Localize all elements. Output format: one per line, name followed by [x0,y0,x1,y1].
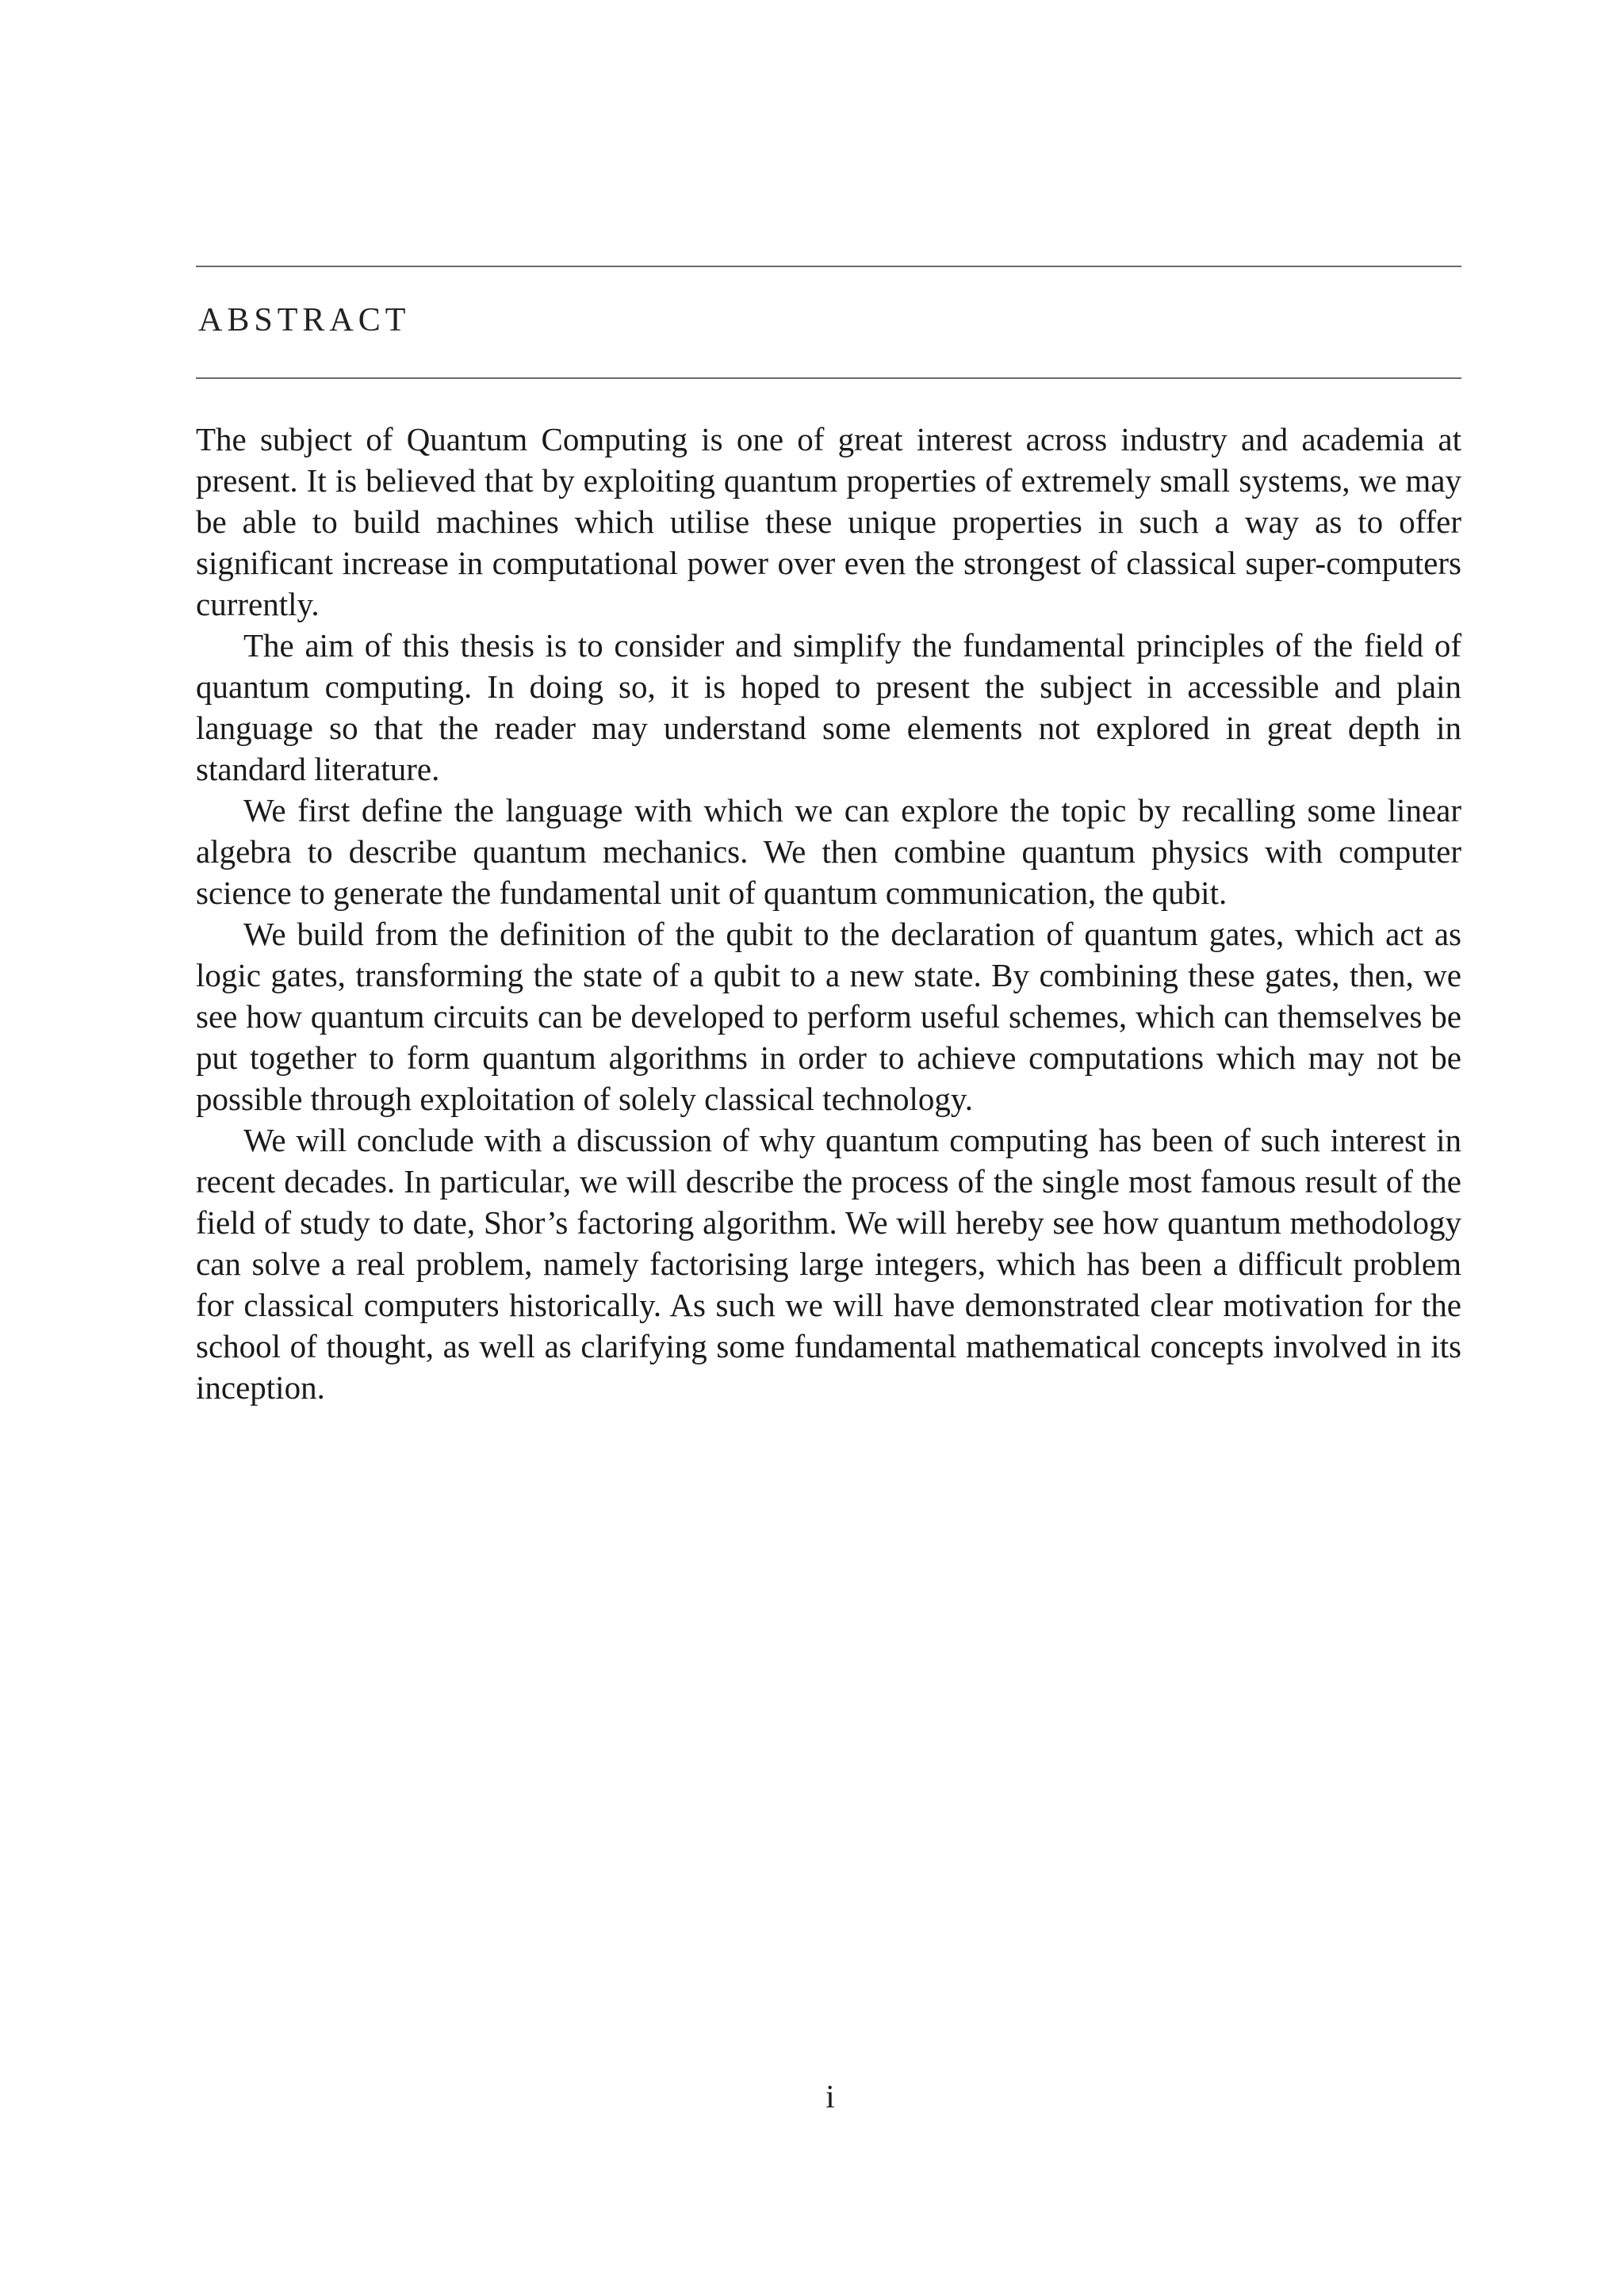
abstract-paragraph: We will conclude with a discussion of why quantum computing has been of such interest in recent decades. In particular, we will describe the process of the single most famous result of the field of study to date, Shor’s factoring algorithm. We will hereby see how quantum methodology can solve a real problem, namely factorising large integers, which has been a difficult problem for classical computers historically. As such we will have demonstrated clear motivation for the school of thought, as well as clarifying some fundamental mathematical concepts involved in its inception. [196,1122,1461,1406]
abstract-body [196,419,1461,1408]
abstract-paragraph: We build from the definition of the qubit to the declaration of quantum gates, which act as logic gates, transforming the state of a qubit to a new state. By combining these gates, then, we see how quantum circuits can be developed to perform useful schemes, which can themselves be put together to form quantum algorithms in order to achieve computations which may not be possible through exploitation of solely classical technology. [196,916,1461,1117]
abstract-paragraph: The aim of this thesis is to consider and simplify the fundamental principles of the field of quantum computing. In doing so, it is hoped to present the subject in accessible and plain language so that the reader may understand some elements not explored in great depth in standard literature. [196,627,1461,787]
section-heading: ABSTRACT [198,302,411,339]
heading-top-rule [196,266,1461,267]
page-number: i [825,2078,835,2114]
abstract-paragraph: The subject of Quantum Computing is one of great interest across industry and academia at present. It is believed that by exploiting quantum properties of extremely small systems, we may be able to build machines which utilise these unique properties in such a way as to offer significant increase in computational power over even the strongest of classical super-computers currently. [196,421,1461,622]
heading-bottom-rule [196,377,1461,379]
abstract-paragraph: We first define the language with which we can explore the topic by recalling some linear algebra to describe quantum mechanics. We then combine quantum physics with computer science to generate the fundamental unit of quantum communication, the qubit. [196,792,1461,911]
